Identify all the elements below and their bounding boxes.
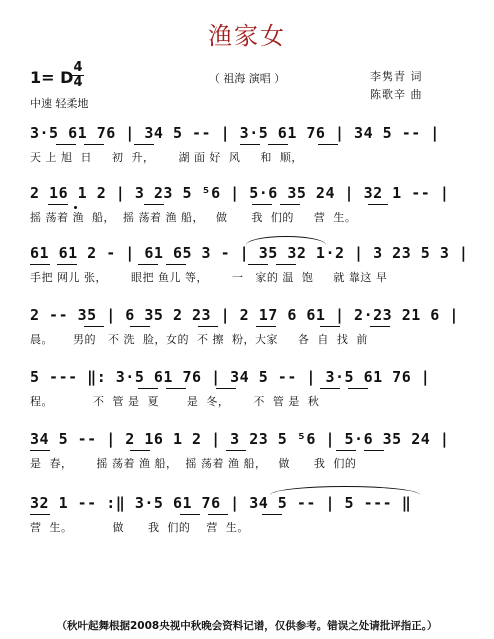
beam (268, 144, 288, 145)
beam (180, 514, 200, 515)
lyric-line: 摇 荡着 渔 船， 摇 荡着 渔 船， 做 我 们的 营 生。 (30, 211, 357, 224)
beam (368, 204, 388, 205)
beam (84, 326, 104, 327)
score-system-4 (30, 304, 470, 350)
beam (84, 144, 104, 145)
lyric-line: 程。 不 管 是 夏 是 冬， 不 管 是 秋 (30, 395, 320, 408)
beam (320, 388, 340, 389)
beam (30, 264, 50, 265)
transcription-footnote: （秋叶起舞根据2008央视中秋晚会资料记谱，仅供参考。错误之处请批评指正。） (56, 620, 438, 632)
beam (130, 450, 150, 451)
tempo-marking: 中速 轻柔地 (30, 97, 89, 110)
beam (348, 388, 368, 389)
beam (30, 450, 50, 451)
lyric-line: 是 春， 摇 荡着 渔 船， 摇 荡着 渔 船， 做 我 们的 (30, 457, 357, 470)
beam (256, 326, 276, 327)
beam (198, 326, 218, 327)
notation-line: 3·5 61 76 | 34 5 -- | 3·5 61 76 | 34 5 -- | (30, 124, 440, 142)
beam (56, 144, 76, 145)
score-system-6 (30, 428, 470, 474)
beam (208, 514, 228, 515)
beam (336, 450, 356, 451)
beam (134, 144, 154, 145)
score-system-1 (30, 122, 470, 168)
beam (240, 144, 260, 145)
key-signature: 1= D (30, 68, 74, 87)
lyric-line: 晨。 男的 不 洗 脸，女的 不 擦 粉，大家 各 自 找 前 (30, 333, 368, 346)
lyric-line: 天 上 旭 日 初 升， 湖 面 好 风 和 顺， (30, 151, 303, 164)
beam (280, 204, 300, 205)
score-system-2 (30, 182, 470, 228)
beam (57, 264, 77, 265)
beam (248, 264, 268, 265)
notation-line: 34 5 -- | 2 16 1 2 | 3 23 5 ⁵6 | 5·6 35 24 | (30, 430, 450, 448)
beam (166, 388, 186, 389)
beam (364, 450, 384, 451)
notation-line: 2 16 1 2 | 3 23 5 ⁵6 | 5·6 35 24 | 32 1 -- | (30, 184, 450, 202)
beam (166, 264, 186, 265)
beam (226, 450, 246, 451)
score-system-7 (30, 492, 470, 538)
notation-line: 61 61 2 - | 61 65 3 - | 35 32 1·2 | 3 23 5 3 | (30, 244, 469, 262)
time-signature-bottom: 4 (73, 75, 83, 90)
beam (138, 388, 158, 389)
beam (370, 326, 390, 327)
beam (30, 514, 50, 515)
lyric-line: 营 生。 做 我 们的 营 生。 (30, 521, 249, 534)
time-signature-top: 4 (73, 60, 83, 75)
singer-credit: （ 祖海 演唱 ） (208, 72, 286, 85)
slur (246, 236, 326, 245)
beam (318, 144, 338, 145)
tie (270, 486, 420, 495)
notation-line: 32 1 -- :‖ 3·5 61 76 | 34 5 -- | 5 --- ‖ (30, 494, 412, 512)
lyricist-credit: 李隽青 词 (370, 70, 423, 83)
beam (320, 326, 340, 327)
beam (144, 204, 164, 205)
composer-credit: 陈歌辛 曲 (370, 88, 423, 101)
song-title: 渔家女 (208, 22, 286, 50)
beam (276, 264, 296, 265)
beam (138, 264, 158, 265)
low-octave-dot (74, 206, 77, 209)
beam (130, 326, 150, 327)
beam (252, 204, 272, 205)
notation-line: 5 --- ‖: 3·5 61 76 | 34 5 -- | 3·5 61 76 | (30, 368, 431, 386)
notation-line: 2 -- 35 | 6 35 2 23 | 2 17 6 61 | 2·23 21 6 | (30, 306, 459, 324)
score-system-5 (30, 366, 470, 412)
beam (48, 204, 68, 205)
score-system-3 (30, 242, 470, 288)
lyric-line: 手把 网儿 张， 眼把 鱼儿 等， 一 家的 温 饱 就 靠这 早 (30, 271, 388, 284)
beam (262, 514, 282, 515)
beam (216, 388, 236, 389)
